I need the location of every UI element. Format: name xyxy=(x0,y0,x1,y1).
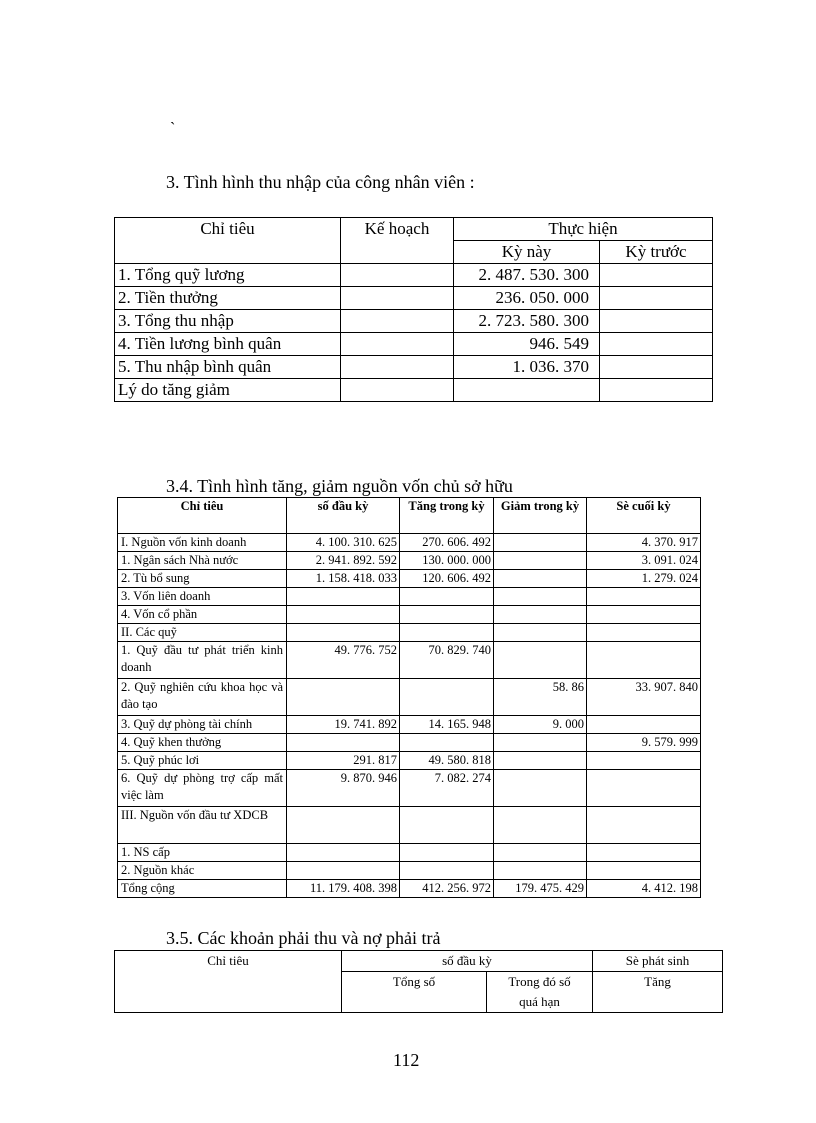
row-dau xyxy=(287,862,400,880)
row-giam xyxy=(494,642,587,679)
row-giam xyxy=(494,552,587,570)
table-row xyxy=(115,333,713,356)
row-dau xyxy=(287,679,400,716)
section3-title: 3. Tình hình thu nhập của công nhân viên : xyxy=(166,172,475,192)
table-row xyxy=(118,734,701,752)
row-tang xyxy=(400,844,494,862)
table-row xyxy=(118,534,701,552)
table-row xyxy=(118,716,701,734)
row-label: 1. Quỹ đầu tư phát triển kinh doanh xyxy=(118,642,287,679)
header-qua-han-line2: quá hạn xyxy=(519,994,560,1009)
row-cuoi xyxy=(587,807,701,844)
row-tang xyxy=(400,606,494,624)
row-giam xyxy=(494,770,587,807)
row-dau xyxy=(287,807,400,844)
row-giam xyxy=(494,752,587,770)
header-phat-sinh: Sè phát sinh xyxy=(593,951,723,972)
row-label: Tổng cộng xyxy=(118,880,287,898)
header-tang: Tăng xyxy=(593,972,723,1013)
row-dau: 49. 776. 752 xyxy=(287,642,400,679)
header-ky-nay: Kỳ này xyxy=(454,241,600,264)
row-label: 4. Tiền lương bình quân xyxy=(115,333,341,356)
table-row xyxy=(118,679,701,716)
row-cuoi: 4. 370. 917 xyxy=(587,534,701,552)
row-tang xyxy=(400,807,494,844)
row-label: 5. Quỹ phúc lơi xyxy=(118,752,287,770)
row-tang xyxy=(400,734,494,752)
row-ky-truoc xyxy=(600,356,713,379)
row-ke-hoach xyxy=(341,310,454,333)
row-dau: 2. 941. 892. 592 xyxy=(287,552,400,570)
row-tang: 270. 606. 492 xyxy=(400,534,494,552)
row-giam: 179. 475. 429 xyxy=(494,880,587,898)
row-dau: 11. 179. 408. 398 xyxy=(287,880,400,898)
table-row xyxy=(115,310,713,333)
row-label: 2. Tiền thưởng xyxy=(115,287,341,310)
row-tang: 49. 580. 818 xyxy=(400,752,494,770)
row-tang xyxy=(400,679,494,716)
row-label: II. Các quỹ xyxy=(118,624,287,642)
table-row xyxy=(118,552,701,570)
row-giam xyxy=(494,807,587,844)
table-row xyxy=(115,379,713,402)
row-label: 6. Quỹ dự phòng trợ cấp mất việc làm xyxy=(118,770,287,807)
row-cuoi: 9. 579. 999 xyxy=(587,734,701,752)
row-cuoi: 3. 091. 024 xyxy=(587,552,701,570)
row-label: 3. Vốn liên doanh xyxy=(118,588,287,606)
row-ky-nay: 2. 487. 530. 300 xyxy=(454,264,600,287)
row-giam: 9. 000 xyxy=(494,716,587,734)
row-dau xyxy=(287,606,400,624)
row-ky-truoc xyxy=(600,333,713,356)
header-qua-han xyxy=(487,972,593,1013)
row-cuoi xyxy=(587,624,701,642)
row-cuoi: 4. 412. 198 xyxy=(587,880,701,898)
row-giam xyxy=(494,606,587,624)
row-cuoi xyxy=(587,752,701,770)
table-row xyxy=(118,642,701,679)
row-ke-hoach xyxy=(341,287,454,310)
row-ky-nay: 236. 050. 000 xyxy=(454,287,600,310)
receivables-table xyxy=(114,950,723,1013)
table-row xyxy=(118,770,701,807)
row-label: 4. Vốn cổ phần xyxy=(118,606,287,624)
header-qua-han-line1: Trong đó số xyxy=(508,974,571,989)
row-cuoi xyxy=(587,642,701,679)
section34-title: 3.4. Tình hình tăng, giảm nguồn vốn chủ sở hữu xyxy=(166,476,513,496)
table-row xyxy=(118,570,701,588)
table-row xyxy=(118,752,701,770)
table-row xyxy=(115,356,713,379)
row-label: Lý do tăng giảm xyxy=(115,379,341,402)
row-ky-nay xyxy=(454,379,600,402)
header-ke-hoach: Kế hoạch xyxy=(341,218,454,264)
row-tang xyxy=(400,862,494,880)
row-tang: 412. 256. 972 xyxy=(400,880,494,898)
row-ke-hoach xyxy=(341,264,454,287)
row-label: 2. Quỹ nghiên cứu khoa học và đào tạo xyxy=(118,679,287,716)
row-label: 4. Quỹ khen thưởng xyxy=(118,734,287,752)
row-tang xyxy=(400,624,494,642)
row-label: 1. Ngân sách Nhà nước xyxy=(118,552,287,570)
row-label: I. Nguồn vốn kinh doanh xyxy=(118,534,287,552)
row-ky-truoc xyxy=(600,310,713,333)
row-tang: 70. 829. 740 xyxy=(400,642,494,679)
row-ky-truoc xyxy=(600,287,713,310)
row-giam xyxy=(494,734,587,752)
row-giam xyxy=(494,588,587,606)
row-label: 2. Nguồn khác xyxy=(118,862,287,880)
row-cuoi xyxy=(587,716,701,734)
row-giam: 58. 86 xyxy=(494,679,587,716)
table-row xyxy=(118,588,701,606)
row-dau xyxy=(287,844,400,862)
row-dau: 291. 817 xyxy=(287,752,400,770)
header-so-dau-ky: số đầu kỳ xyxy=(342,951,593,972)
row-tang: 130. 000. 000 xyxy=(400,552,494,570)
row-ke-hoach xyxy=(341,356,454,379)
row-label: 3. Quỹ dự phòng tài chính xyxy=(118,716,287,734)
row-giam xyxy=(494,844,587,862)
row-label: 1. NS cấp xyxy=(118,844,287,862)
row-tang: 14. 165. 948 xyxy=(400,716,494,734)
row-label: 5. Thu nhập bình quân xyxy=(115,356,341,379)
page-number: 112 xyxy=(393,1050,420,1070)
stray-mark: ` xyxy=(170,120,176,137)
row-ky-truoc xyxy=(600,379,713,402)
table-row xyxy=(118,624,701,642)
row-dau xyxy=(287,734,400,752)
header-thuc-hien: Thực hiện xyxy=(454,218,713,241)
row-cuoi: 1. 279. 024 xyxy=(587,570,701,588)
row-ky-nay: 946. 549 xyxy=(454,333,600,356)
header-chi-tieu: Chỉ tiêu xyxy=(115,951,342,1013)
row-cuoi xyxy=(587,862,701,880)
row-giam xyxy=(494,624,587,642)
table-row xyxy=(118,862,701,880)
row-giam xyxy=(494,862,587,880)
table-row xyxy=(118,880,701,898)
header-chi-tieu: Chỉ tiêu xyxy=(118,498,287,534)
row-dau xyxy=(287,588,400,606)
row-cuoi: 33. 907. 840 xyxy=(587,679,701,716)
table-row xyxy=(118,606,701,624)
row-dau: 19. 741. 892 xyxy=(287,716,400,734)
header-so-dau-ky: số đầu kỳ xyxy=(287,498,400,534)
row-dau xyxy=(287,624,400,642)
header-cuoi-ky: Sè cuối kỳ xyxy=(587,498,701,534)
table-row xyxy=(115,287,713,310)
row-ke-hoach xyxy=(341,379,454,402)
header-giam: Giảm trong kỳ xyxy=(494,498,587,534)
header-tong-so: Tổng số xyxy=(342,972,487,1013)
row-tang xyxy=(400,588,494,606)
row-giam xyxy=(494,570,587,588)
header-ky-truoc: Kỳ trước xyxy=(600,241,713,264)
row-label: 1. Tổng quỹ lương xyxy=(115,264,341,287)
row-cuoi xyxy=(587,606,701,624)
header-chi-tieu: Chỉ tiêu xyxy=(115,218,341,264)
row-dau: 9. 870. 946 xyxy=(287,770,400,807)
row-cuoi xyxy=(587,844,701,862)
row-label: III. Nguồn vốn đầu tư XDCB xyxy=(118,807,287,844)
table-row xyxy=(118,844,701,862)
row-tang: 7. 082. 274 xyxy=(400,770,494,807)
income-table xyxy=(114,217,713,402)
row-dau: 4. 100. 310. 625 xyxy=(287,534,400,552)
row-label: 2. Tù bổ sung xyxy=(118,570,287,588)
table-row xyxy=(115,264,713,287)
row-tang: 120. 606. 492 xyxy=(400,570,494,588)
row-dau: 1. 158. 418. 033 xyxy=(287,570,400,588)
row-ky-truoc xyxy=(600,264,713,287)
row-ky-nay: 1. 036. 370 xyxy=(454,356,600,379)
section35-title: 3.5. Các khoản phải thu và nợ phải trả xyxy=(166,928,441,948)
equity-table xyxy=(117,497,701,898)
row-cuoi xyxy=(587,770,701,807)
row-ke-hoach xyxy=(341,333,454,356)
row-giam xyxy=(494,534,587,552)
table-row xyxy=(118,807,701,844)
row-cuoi xyxy=(587,588,701,606)
header-tang: Tăng trong kỳ xyxy=(400,498,494,534)
row-label: 3. Tổng thu nhập xyxy=(115,310,341,333)
row-ky-nay: 2. 723. 580. 300 xyxy=(454,310,600,333)
